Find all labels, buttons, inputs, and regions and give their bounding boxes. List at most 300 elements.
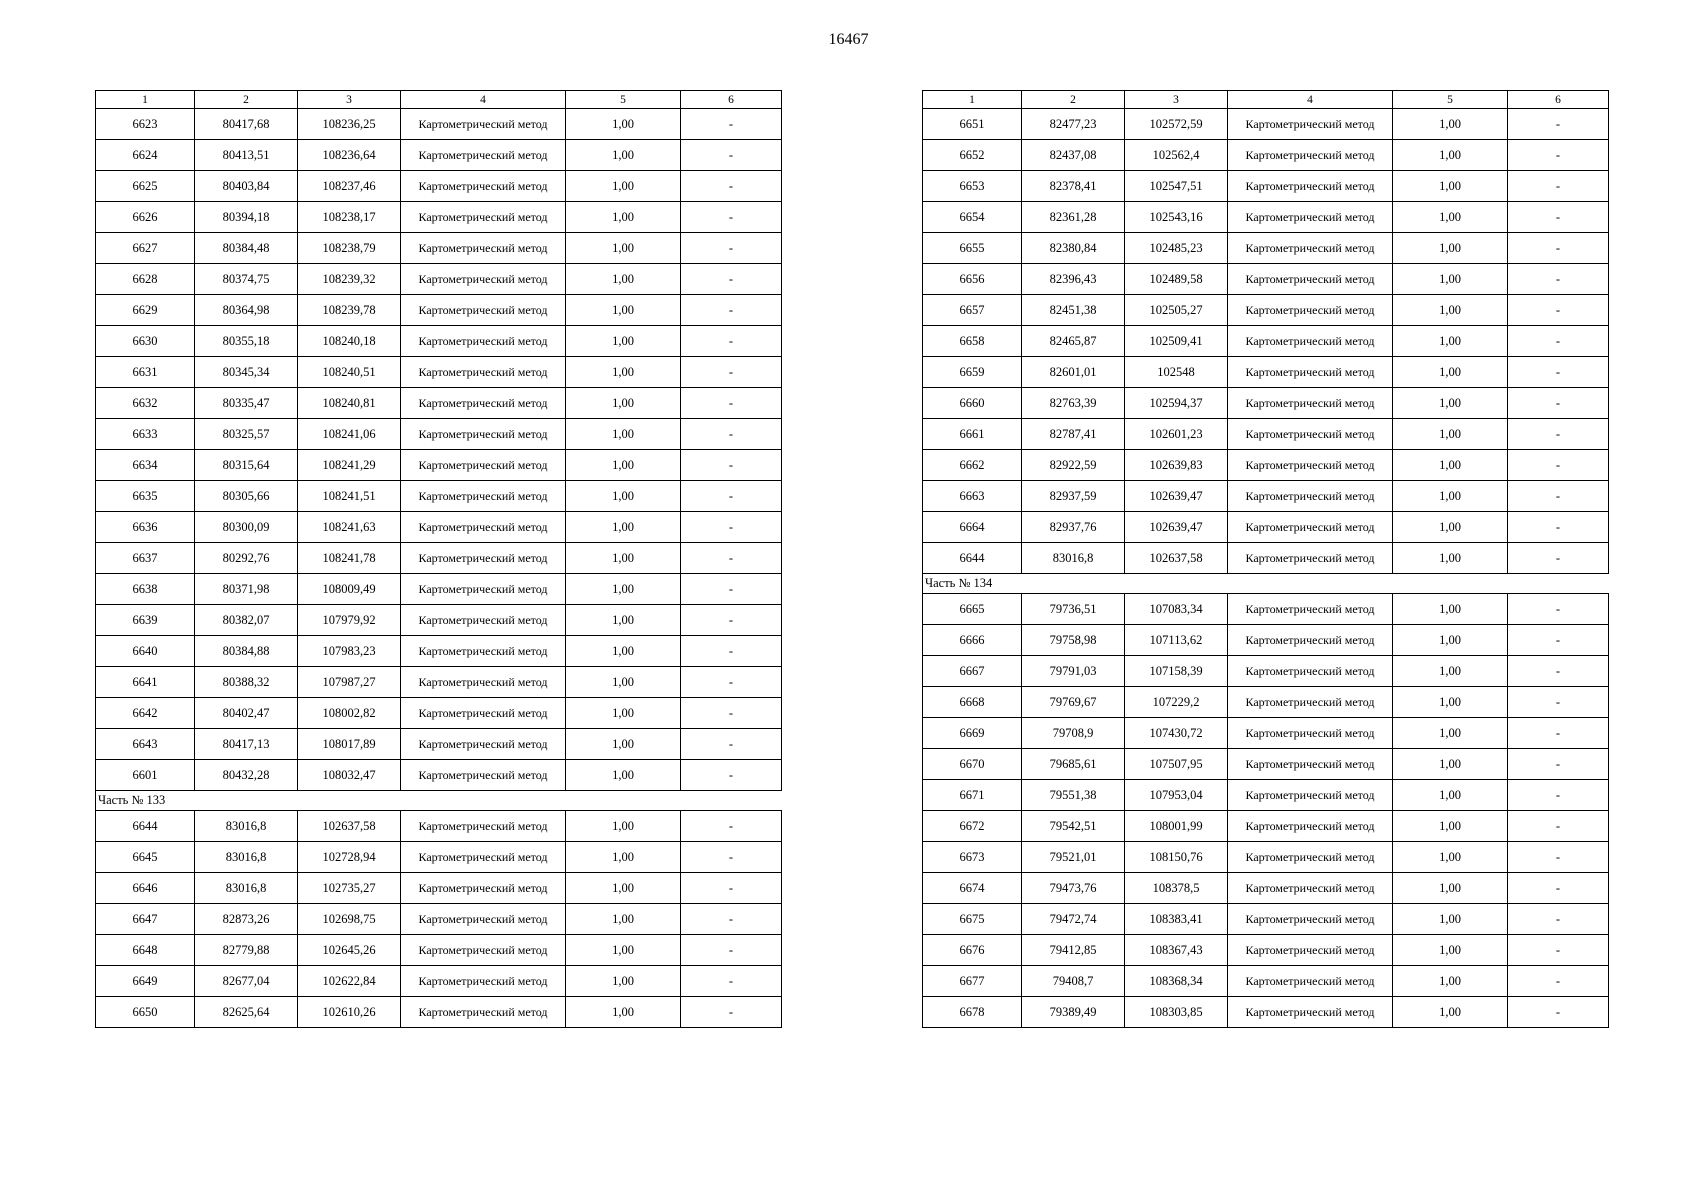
description-cell: -	[1508, 419, 1609, 450]
point-number-cell: 6645	[96, 842, 195, 873]
description-cell: -	[681, 842, 782, 873]
part-heading: Часть № 133	[96, 791, 782, 811]
point-number-cell: 6678	[923, 997, 1022, 1028]
accuracy-cell: 1,00	[566, 481, 681, 512]
table-row	[96, 667, 782, 698]
point-number-cell: 6627	[96, 233, 195, 264]
method-cell: Картометрический метод	[1228, 780, 1393, 811]
accuracy-cell: 1,00	[566, 326, 681, 357]
method-cell: Картометрический метод	[1228, 171, 1393, 202]
method-cell: Картометрический метод	[401, 729, 566, 760]
description-cell: -	[1508, 749, 1609, 780]
method-cell: Картометрический метод	[401, 574, 566, 605]
method-cell: Картометрический метод	[401, 233, 566, 264]
table-row	[96, 574, 782, 605]
x-coordinate-cell: 80315,64	[195, 450, 298, 481]
description-cell: -	[1508, 625, 1609, 656]
table-row	[96, 109, 782, 140]
method-cell: Картометрический метод	[401, 760, 566, 791]
accuracy-cell: 1,00	[1393, 233, 1508, 264]
method-cell: Картометрический метод	[1228, 625, 1393, 656]
description-cell: -	[681, 512, 782, 543]
y-coordinate-cell: 108032,47	[298, 760, 401, 791]
table-row	[923, 873, 1609, 904]
table-row	[923, 450, 1609, 481]
accuracy-cell: 1,00	[1393, 811, 1508, 842]
x-coordinate-cell: 79685,61	[1022, 749, 1125, 780]
x-coordinate-cell: 82787,41	[1022, 419, 1125, 450]
y-coordinate-cell: 108240,81	[298, 388, 401, 419]
x-coordinate-cell: 82625,64	[195, 997, 298, 1028]
x-coordinate-cell: 79791,03	[1022, 656, 1125, 687]
y-coordinate-cell: 102594,37	[1125, 388, 1228, 419]
y-coordinate-cell: 108378,5	[1125, 873, 1228, 904]
accuracy-cell: 1,00	[566, 997, 681, 1028]
column-header: 4	[401, 91, 566, 109]
accuracy-cell: 1,00	[566, 574, 681, 605]
point-number-cell: 6659	[923, 357, 1022, 388]
column-header: 3	[1125, 91, 1228, 109]
table-row	[96, 605, 782, 636]
table-row	[96, 873, 782, 904]
x-coordinate-cell: 82937,76	[1022, 512, 1125, 543]
method-cell: Картометрический метод	[1228, 109, 1393, 140]
x-coordinate-cell: 82601,01	[1022, 357, 1125, 388]
description-cell: -	[1508, 966, 1609, 997]
accuracy-cell: 1,00	[1393, 450, 1508, 481]
method-cell: Картометрический метод	[401, 450, 566, 481]
point-number-cell: 6640	[96, 636, 195, 667]
method-cell: Картометрический метод	[1228, 935, 1393, 966]
point-number-cell: 6672	[923, 811, 1022, 842]
accuracy-cell: 1,00	[566, 543, 681, 574]
x-coordinate-cell: 79389,49	[1022, 997, 1125, 1028]
description-cell: -	[681, 966, 782, 997]
table-row	[96, 904, 782, 935]
accuracy-cell: 1,00	[566, 388, 681, 419]
y-coordinate-cell: 107083,34	[1125, 594, 1228, 625]
accuracy-cell: 1,00	[1393, 656, 1508, 687]
table-row	[923, 543, 1609, 574]
point-number-cell: 6662	[923, 450, 1022, 481]
method-cell: Картометрический метод	[1228, 904, 1393, 935]
accuracy-cell: 1,00	[566, 202, 681, 233]
y-coordinate-cell: 108001,99	[1125, 811, 1228, 842]
description-cell: -	[1508, 512, 1609, 543]
y-coordinate-cell: 102548	[1125, 357, 1228, 388]
accuracy-cell: 1,00	[1393, 388, 1508, 419]
point-number-cell: 6638	[96, 574, 195, 605]
description-cell: -	[681, 109, 782, 140]
y-coordinate-cell: 108241,51	[298, 481, 401, 512]
column-header-row	[923, 91, 1609, 109]
y-coordinate-cell: 108017,89	[298, 729, 401, 760]
table-row	[923, 171, 1609, 202]
point-number-cell: 6663	[923, 481, 1022, 512]
y-coordinate-cell: 102728,94	[298, 842, 401, 873]
point-number-cell: 6654	[923, 202, 1022, 233]
y-coordinate-cell: 102639,47	[1125, 512, 1228, 543]
x-coordinate-cell: 82763,39	[1022, 388, 1125, 419]
description-cell: -	[1508, 935, 1609, 966]
y-coordinate-cell: 102637,58	[298, 811, 401, 842]
method-cell: Картометрический метод	[401, 811, 566, 842]
x-coordinate-cell: 80388,32	[195, 667, 298, 698]
accuracy-cell: 1,00	[566, 171, 681, 202]
y-coordinate-cell: 102735,27	[298, 873, 401, 904]
y-coordinate-cell: 108009,49	[298, 574, 401, 605]
y-coordinate-cell: 102485,23	[1125, 233, 1228, 264]
description-cell: -	[1508, 780, 1609, 811]
table-row	[923, 780, 1609, 811]
x-coordinate-cell: 80325,57	[195, 419, 298, 450]
accuracy-cell: 1,00	[1393, 357, 1508, 388]
y-coordinate-cell: 107158,39	[1125, 656, 1228, 687]
table-row	[923, 388, 1609, 419]
accuracy-cell: 1,00	[566, 760, 681, 791]
x-coordinate-cell: 80403,84	[195, 171, 298, 202]
description-cell: -	[681, 171, 782, 202]
table-row	[923, 966, 1609, 997]
point-number-cell: 6670	[923, 749, 1022, 780]
point-number-cell: 6624	[96, 140, 195, 171]
x-coordinate-cell: 82437,08	[1022, 140, 1125, 171]
column-header: 1	[923, 91, 1022, 109]
table-row	[96, 140, 782, 171]
method-cell: Картометрический метод	[401, 698, 566, 729]
x-coordinate-cell: 79769,67	[1022, 687, 1125, 718]
y-coordinate-cell: 102601,23	[1125, 419, 1228, 450]
table-row	[923, 625, 1609, 656]
method-cell: Картометрический метод	[401, 388, 566, 419]
x-coordinate-cell: 80335,47	[195, 388, 298, 419]
table-row	[923, 202, 1609, 233]
point-number-cell: 6667	[923, 656, 1022, 687]
table-row	[96, 760, 782, 791]
column-header: 2	[1022, 91, 1125, 109]
right-coordinates-table	[922, 90, 1609, 1028]
y-coordinate-cell: 108383,41	[1125, 904, 1228, 935]
point-number-cell: 6635	[96, 481, 195, 512]
accuracy-cell: 1,00	[1393, 966, 1508, 997]
description-cell: -	[1508, 904, 1609, 935]
y-coordinate-cell: 107953,04	[1125, 780, 1228, 811]
x-coordinate-cell: 82477,23	[1022, 109, 1125, 140]
description-cell: -	[1508, 997, 1609, 1028]
accuracy-cell: 1,00	[1393, 904, 1508, 935]
x-coordinate-cell: 80394,18	[195, 202, 298, 233]
accuracy-cell: 1,00	[1393, 842, 1508, 873]
point-number-cell: 6630	[96, 326, 195, 357]
accuracy-cell: 1,00	[1393, 543, 1508, 574]
accuracy-cell: 1,00	[566, 264, 681, 295]
y-coordinate-cell: 108240,51	[298, 357, 401, 388]
method-cell: Картометрический метод	[1228, 357, 1393, 388]
y-coordinate-cell: 107229,2	[1125, 687, 1228, 718]
description-cell: -	[1508, 543, 1609, 574]
description-cell: -	[681, 605, 782, 636]
accuracy-cell: 1,00	[566, 140, 681, 171]
x-coordinate-cell: 79551,38	[1022, 780, 1125, 811]
description-cell: -	[1508, 264, 1609, 295]
x-coordinate-cell: 82873,26	[195, 904, 298, 935]
part-heading-row	[923, 574, 1609, 594]
point-number-cell: 6653	[923, 171, 1022, 202]
accuracy-cell: 1,00	[566, 935, 681, 966]
x-coordinate-cell: 80292,76	[195, 543, 298, 574]
x-coordinate-cell: 80402,47	[195, 698, 298, 729]
table-row	[923, 749, 1609, 780]
table-row	[923, 935, 1609, 966]
accuracy-cell: 1,00	[1393, 326, 1508, 357]
table-row	[96, 811, 782, 842]
table-row	[96, 543, 782, 574]
description-cell: -	[681, 295, 782, 326]
accuracy-cell: 1,00	[1393, 202, 1508, 233]
column-header: 5	[566, 91, 681, 109]
accuracy-cell: 1,00	[566, 450, 681, 481]
y-coordinate-cell: 107983,23	[298, 636, 401, 667]
table-row	[923, 295, 1609, 326]
description-cell: -	[681, 264, 782, 295]
x-coordinate-cell: 79412,85	[1022, 935, 1125, 966]
accuracy-cell: 1,00	[566, 842, 681, 873]
accuracy-cell: 1,00	[566, 109, 681, 140]
point-number-cell: 6626	[96, 202, 195, 233]
point-number-cell: 6669	[923, 718, 1022, 749]
y-coordinate-cell: 102622,84	[298, 966, 401, 997]
table-row	[96, 264, 782, 295]
table-row	[923, 264, 1609, 295]
y-coordinate-cell: 108239,32	[298, 264, 401, 295]
accuracy-cell: 1,00	[566, 729, 681, 760]
point-number-cell: 6676	[923, 935, 1022, 966]
point-number-cell: 6631	[96, 357, 195, 388]
point-number-cell: 6628	[96, 264, 195, 295]
description-cell: -	[681, 811, 782, 842]
accuracy-cell: 1,00	[1393, 749, 1508, 780]
point-number-cell: 6623	[96, 109, 195, 140]
description-cell: -	[681, 574, 782, 605]
x-coordinate-cell: 80413,51	[195, 140, 298, 171]
point-number-cell: 6601	[96, 760, 195, 791]
description-cell: -	[681, 667, 782, 698]
column-header: 1	[96, 91, 195, 109]
point-number-cell: 6674	[923, 873, 1022, 904]
accuracy-cell: 1,00	[1393, 594, 1508, 625]
x-coordinate-cell: 79736,51	[1022, 594, 1125, 625]
point-number-cell: 6671	[923, 780, 1022, 811]
method-cell: Картометрический метод	[401, 481, 566, 512]
point-number-cell: 6644	[96, 811, 195, 842]
method-cell: Картометрический метод	[1228, 419, 1393, 450]
accuracy-cell: 1,00	[566, 295, 681, 326]
method-cell: Картометрический метод	[1228, 594, 1393, 625]
x-coordinate-cell: 80300,09	[195, 512, 298, 543]
method-cell: Картометрический метод	[401, 935, 566, 966]
y-coordinate-cell: 108150,76	[1125, 842, 1228, 873]
y-coordinate-cell: 102645,26	[298, 935, 401, 966]
y-coordinate-cell: 102698,75	[298, 904, 401, 935]
y-coordinate-cell: 102509,41	[1125, 326, 1228, 357]
y-coordinate-cell: 108241,78	[298, 543, 401, 574]
point-number-cell: 6660	[923, 388, 1022, 419]
method-cell: Картометрический метод	[401, 109, 566, 140]
accuracy-cell: 1,00	[1393, 780, 1508, 811]
point-number-cell: 6665	[923, 594, 1022, 625]
description-cell: -	[1508, 873, 1609, 904]
method-cell: Картометрический метод	[401, 605, 566, 636]
point-number-cell: 6657	[923, 295, 1022, 326]
point-number-cell: 6673	[923, 842, 1022, 873]
y-coordinate-cell: 108368,34	[1125, 966, 1228, 997]
point-number-cell: 6650	[96, 997, 195, 1028]
accuracy-cell: 1,00	[1393, 935, 1508, 966]
description-cell: -	[681, 481, 782, 512]
x-coordinate-cell: 80384,48	[195, 233, 298, 264]
method-cell: Картометрический метод	[1228, 295, 1393, 326]
x-coordinate-cell: 80345,34	[195, 357, 298, 388]
x-coordinate-cell: 79408,7	[1022, 966, 1125, 997]
y-coordinate-cell: 102639,83	[1125, 450, 1228, 481]
table-row	[923, 109, 1609, 140]
page-number: 16467	[828, 31, 869, 48]
method-cell: Картометрический метод	[401, 357, 566, 388]
description-cell: -	[1508, 295, 1609, 326]
method-cell: Картометрический метод	[1228, 842, 1393, 873]
point-number-cell: 6648	[96, 935, 195, 966]
description-cell: -	[1508, 326, 1609, 357]
y-coordinate-cell: 102639,47	[1125, 481, 1228, 512]
method-cell: Картометрический метод	[1228, 512, 1393, 543]
method-cell: Картометрический метод	[1228, 873, 1393, 904]
table-row	[96, 636, 782, 667]
description-cell: -	[1508, 109, 1609, 140]
accuracy-cell: 1,00	[1393, 140, 1508, 171]
method-cell: Картометрический метод	[401, 264, 566, 295]
accuracy-cell: 1,00	[566, 904, 681, 935]
method-cell: Картометрический метод	[1228, 388, 1393, 419]
method-cell: Картометрический метод	[401, 904, 566, 935]
right-table-body	[923, 91, 1609, 1028]
method-cell: Картометрический метод	[1228, 811, 1393, 842]
accuracy-cell: 1,00	[566, 512, 681, 543]
x-coordinate-cell: 80305,66	[195, 481, 298, 512]
accuracy-cell: 1,00	[1393, 481, 1508, 512]
y-coordinate-cell: 102637,58	[1125, 543, 1228, 574]
point-number-cell: 6651	[923, 109, 1022, 140]
table-row	[923, 419, 1609, 450]
x-coordinate-cell: 82677,04	[195, 966, 298, 997]
table-row	[96, 842, 782, 873]
description-cell: -	[1508, 656, 1609, 687]
point-number-cell: 6677	[923, 966, 1022, 997]
x-coordinate-cell: 79542,51	[1022, 811, 1125, 842]
description-cell: -	[1508, 842, 1609, 873]
description-cell: -	[681, 729, 782, 760]
table-row	[96, 935, 782, 966]
table-row	[96, 326, 782, 357]
part-heading: Часть № 134	[923, 574, 1609, 594]
point-number-cell: 6661	[923, 419, 1022, 450]
table-row	[96, 729, 782, 760]
point-number-cell: 6642	[96, 698, 195, 729]
accuracy-cell: 1,00	[566, 233, 681, 264]
y-coordinate-cell: 108238,79	[298, 233, 401, 264]
point-number-cell: 6636	[96, 512, 195, 543]
table-row	[923, 997, 1609, 1028]
accuracy-cell: 1,00	[1393, 512, 1508, 543]
x-coordinate-cell: 80371,98	[195, 574, 298, 605]
table-row	[96, 419, 782, 450]
accuracy-cell: 1,00	[566, 419, 681, 450]
method-cell: Картометрический метод	[1228, 718, 1393, 749]
table-row	[923, 718, 1609, 749]
x-coordinate-cell: 82937,59	[1022, 481, 1125, 512]
description-cell: -	[681, 873, 782, 904]
description-cell: -	[681, 760, 782, 791]
method-cell: Картометрический метод	[1228, 233, 1393, 264]
description-cell: -	[681, 326, 782, 357]
x-coordinate-cell: 82779,88	[195, 935, 298, 966]
accuracy-cell: 1,00	[1393, 625, 1508, 656]
table-row	[923, 326, 1609, 357]
column-header-row	[96, 91, 782, 109]
y-coordinate-cell: 107987,27	[298, 667, 401, 698]
x-coordinate-cell: 83016,8	[195, 811, 298, 842]
method-cell: Картометрический метод	[401, 202, 566, 233]
point-number-cell: 6632	[96, 388, 195, 419]
method-cell: Картометрический метод	[1228, 966, 1393, 997]
x-coordinate-cell: 79473,76	[1022, 873, 1125, 904]
accuracy-cell: 1,00	[1393, 295, 1508, 326]
method-cell: Картометрический метод	[1228, 997, 1393, 1028]
point-number-cell: 6668	[923, 687, 1022, 718]
column-header: 2	[195, 91, 298, 109]
table-row	[923, 904, 1609, 935]
table-row	[923, 233, 1609, 264]
description-cell: -	[1508, 233, 1609, 264]
method-cell: Картометрический метод	[401, 842, 566, 873]
description-cell: -	[681, 543, 782, 574]
y-coordinate-cell: 102572,59	[1125, 109, 1228, 140]
y-coordinate-cell: 108241,63	[298, 512, 401, 543]
left-coordinates-table	[95, 90, 782, 1028]
x-coordinate-cell: 83016,8	[195, 842, 298, 873]
description-cell: -	[1508, 687, 1609, 718]
point-number-cell: 6655	[923, 233, 1022, 264]
description-cell: -	[681, 419, 782, 450]
description-cell: -	[681, 357, 782, 388]
description-cell: -	[1508, 811, 1609, 842]
accuracy-cell: 1,00	[566, 667, 681, 698]
method-cell: Картометрический метод	[1228, 450, 1393, 481]
x-coordinate-cell: 80417,68	[195, 109, 298, 140]
part-heading-row	[96, 791, 782, 811]
table-row	[923, 481, 1609, 512]
description-cell: -	[681, 997, 782, 1028]
method-cell: Картометрический метод	[1228, 140, 1393, 171]
y-coordinate-cell: 107979,92	[298, 605, 401, 636]
x-coordinate-cell: 79708,9	[1022, 718, 1125, 749]
x-coordinate-cell: 79758,98	[1022, 625, 1125, 656]
y-coordinate-cell: 108236,64	[298, 140, 401, 171]
description-cell: -	[681, 698, 782, 729]
accuracy-cell: 1,00	[566, 811, 681, 842]
y-coordinate-cell: 102489,58	[1125, 264, 1228, 295]
accuracy-cell: 1,00	[566, 605, 681, 636]
table-row	[96, 171, 782, 202]
